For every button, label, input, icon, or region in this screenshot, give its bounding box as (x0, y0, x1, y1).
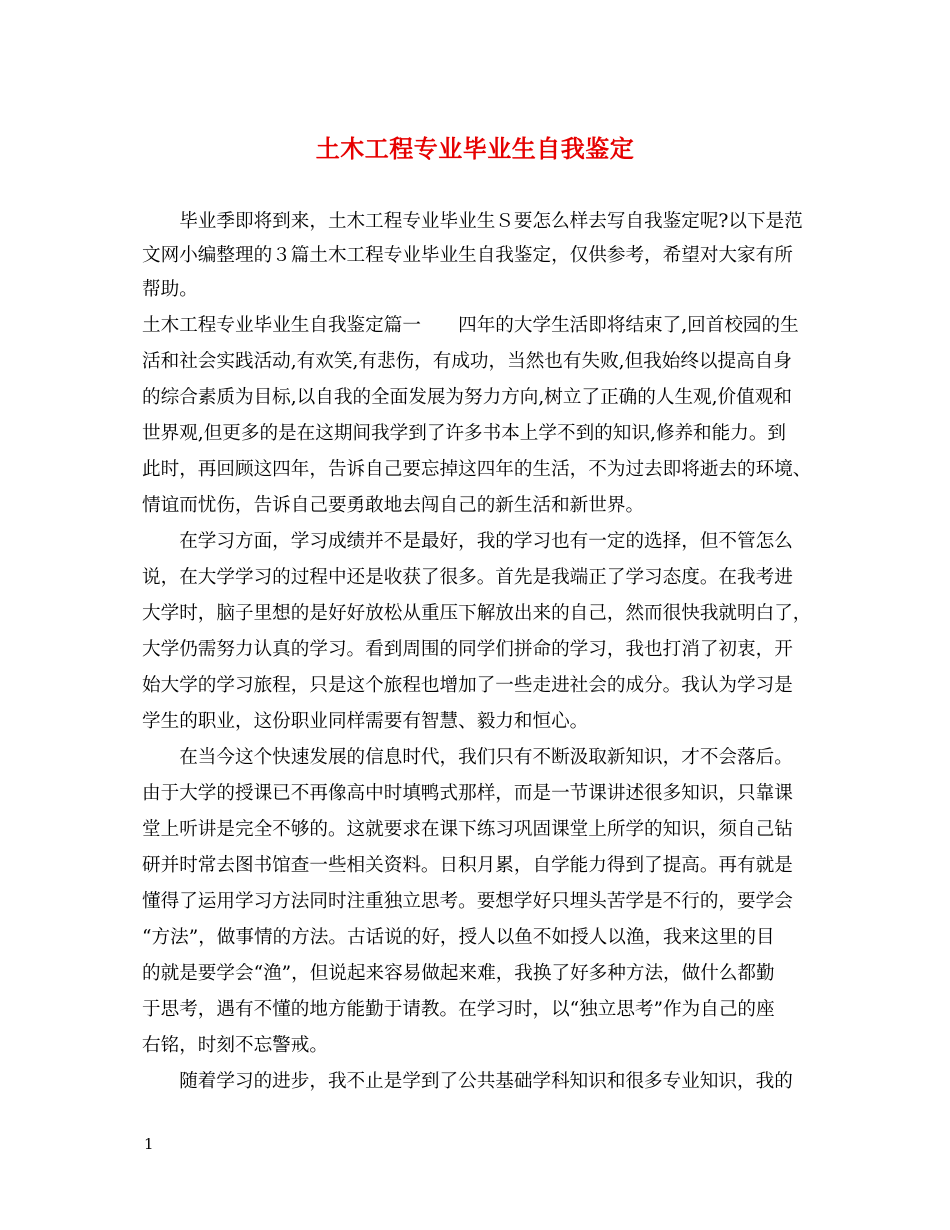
body-line: 懂得了运用学习方法同时注重独立思考。要想学好只埋头苦学是不行的，要学会 (142, 891, 793, 912)
body-line: 在当今这个快速发展的信息时代，我们只有不断汲取新知识，才不会落后。 (142, 747, 793, 768)
body-line: 的综合素质为目标,以自我的全面发展为努力方向,树立了正确的人生观,价值观和 (142, 387, 792, 408)
body-line: 始大学的学习旅程，只是这个旅程也增加了一些走进社会的成分。我认为学习是 (142, 675, 793, 696)
body-line: 由于大学的授课已不再像高中时填鸭式那样，而是一节课讲述很多知识，只靠课 (142, 783, 793, 804)
body-line: 大学时，脑子里想的是好好放松从重压下解放出来的自己，然而很快我就明白了， (142, 603, 812, 624)
body-line: 毕业季即将到来，土木工程专业毕业生Ｓ要怎么样去写自我鉴定呢?以下是范 (142, 211, 803, 232)
body-line: 帮助。 (142, 279, 198, 300)
body-line: 随着学习的进步，我不止是学到了公共基础学科知识和很多专业知识，我的 (142, 1071, 793, 1092)
body-line: 情谊而忧伤，告诉自己要勇敢地去闯自己的新生活和新世界。 (142, 495, 645, 516)
body-line: 活和社会实践活动,有欢笑,有悲伤，有成功，当然也有失败,但我始终以提高自身 (142, 351, 792, 372)
body-line: 土木工程专业毕业生自我鉴定篇一 四年的大学生活即将结束了,回首校园的生 (142, 315, 799, 336)
body-line: 学生的职业，这份职业同样需要有智慧、毅力和恒心。 (142, 711, 589, 732)
body-line: 堂上听讲是完全不够的。这就要求在课下练习巩固课堂上所学的知识，须自己钻 (142, 819, 793, 840)
body-line: 右铭，时刻不忘警戒。 (142, 1035, 328, 1056)
body-line: “方法”，做事情的方法。古话说的好，授人以鱼不如授人以渔，我来这里的目 (142, 927, 775, 948)
page-number: 1 (144, 1135, 154, 1153)
body-line: 在学习方面，学习成绩并不是最好，我的学习也有一定的选择，但不管怎么 (142, 531, 793, 552)
body-line: 的就是要学会“渔”，但说起来容易做起来难，我换了好多种方法，做什么都勤 (142, 963, 775, 984)
document-title: 土木工程专业毕业生自我鉴定 (315, 134, 635, 163)
body-line: 说，在大学学习的过程中还是收获了很多。首先是我端正了学习态度。在我考进 (142, 567, 793, 588)
body-line: 研并时常去图书馆查一些相关资料。日积月累，自学能力得到了提高。再有就是 (142, 855, 793, 876)
body-line: 此时，再回顾这四年，告诉自己要忘掉这四年的生活，不为过去即将逝去的环境、 (142, 459, 812, 480)
body-line: 于思考，遇有不懂的地方能勤于请教。在学习时，以“独立思考”作为自己的座 (142, 999, 775, 1020)
body-line: 文网小编整理的３篇土木工程专业毕业生自我鉴定，仅供参考，希望对大家有所 (142, 245, 793, 266)
body-line: 世界观,但更多的是在这期间我学到了许多书本上学不到的知识,修养和能力。到 (142, 423, 787, 444)
body-line: 大学仍需努力认真的学习。看到周围的同学们拼命的学习，我也打消了初衷，开 (142, 639, 793, 660)
